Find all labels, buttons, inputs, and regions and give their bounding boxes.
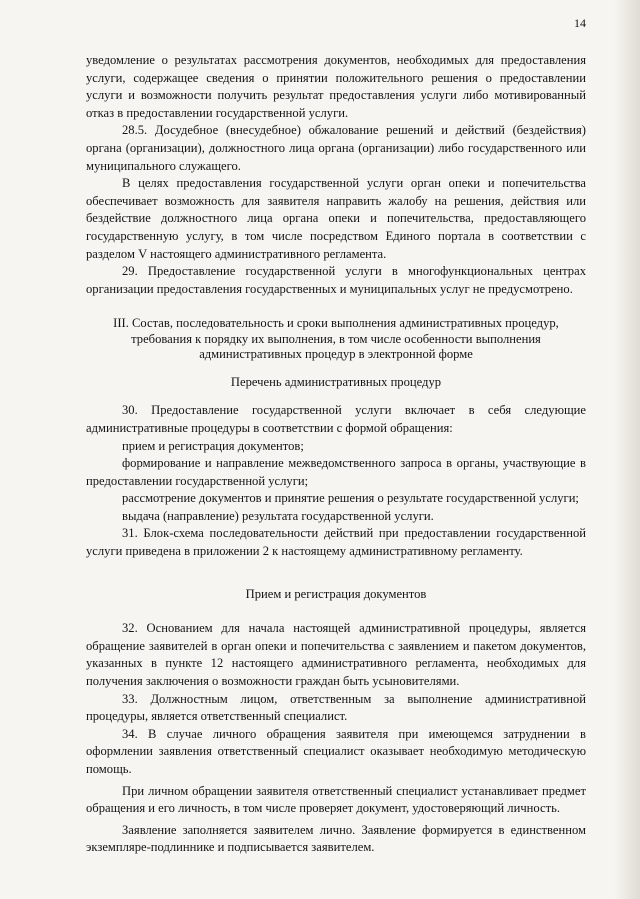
paragraph-34: 34. В случае личного обращения заявителя при имеющемся затруднении в оформлении заявления ответственный специалист оказывает необходимую методическую помощь. — [86, 726, 586, 776]
scan-edge-shadow — [614, 0, 640, 899]
paragraph-personal-visit: При личном обращении заявителя ответственный специалист устанавливает предмет обращения и его личность, в том числе проверяет документ, удостоверяющий личность. — [86, 783, 586, 816]
paragraph-29: 29. Предоставление государственной услуги в многофункциональных центрах организации предоставления государственных и муниципальных услуг не предусмотрено. — [86, 264, 586, 296]
paragraph-continuation: уведомление о результатах рассмотрения документов, необходимых для предоставления услуги, содержащее сведения о принятии положительного решения о предоставлении услуги и возможности получить результат предоставления услуги либо мотивированный отказ в предоставлении государственной услуги. — [86, 53, 586, 120]
section-heading-iii: III. Состав, последовательность и сроки выполнения административных процедур, требования к порядку их выполнения, в том числе особенности выполнения административных процедур в электронной форме — [113, 316, 559, 362]
list-item-interagency-request: формирование и направление межведомственного запроса в органы, участвующие в предоставлении государственной услуги; — [86, 456, 586, 488]
paragraph-28-5: 28.5. Досудебное (внесудебное) обжалование решений и действий (бездействия) органа (организации), должностного лица органа (организации) либо государственного или муниципального служащего. — [86, 123, 586, 173]
paragraph-30: 30. Предоставление государственной услуги включает в себя следующие административные процедуры в соответствии с формой обращения: — [86, 403, 586, 435]
list-item-issuance: выдача (направление) результата государственной услуги. — [122, 508, 434, 523]
paragraph-32: 32. Основанием для начала настоящей административной процедуры, является обращение заявителей в орган опеки и попечительства с заявлением и пакетом документов, указанных в пункте 12 настоящего административного регламента, необходимых для получения заключения о возможности граждан быть усыновителями. — [86, 621, 586, 688]
paragraph-31: 31. Блок-схема последовательности действий при предоставлении государственной услуги приведена в приложении 2 к настоящему административному регламенту. — [86, 526, 586, 559]
paragraph-application-filling: Заявление заполняется заявителем лично. Заявление формируется в единственном экземпляре-подлиннике и подписывается заявителем. — [86, 822, 586, 855]
paragraph-complaint: В целях предоставления государственной услуги орган опеки и попечительства обеспечивает возможность для заявителя направить жалобу на решения, действия или бездействие должностного лица органа опеки и попечительства, предоставляющего государственную услугу, в том числе посредством Единого портала в соответствии с разделом V настоящего административного регламента. — [86, 176, 586, 261]
subheading-procedures-list: Перечень административных процедур — [230, 374, 442, 389]
list-item-review: рассмотрение документов и принятие решения о результате государственной услуги; — [122, 491, 579, 506]
subheading-reception: Прием и регистрация документов — [245, 586, 427, 601]
list-item-reception: прием и регистрация документов; — [122, 438, 304, 453]
document-body — [86, 52, 586, 857]
page-number: 14 — [574, 16, 586, 30]
paragraph-33: 33. Должностным лицом, ответственным за выполнение административной процедуры, является ответственный специалист. — [86, 691, 586, 724]
